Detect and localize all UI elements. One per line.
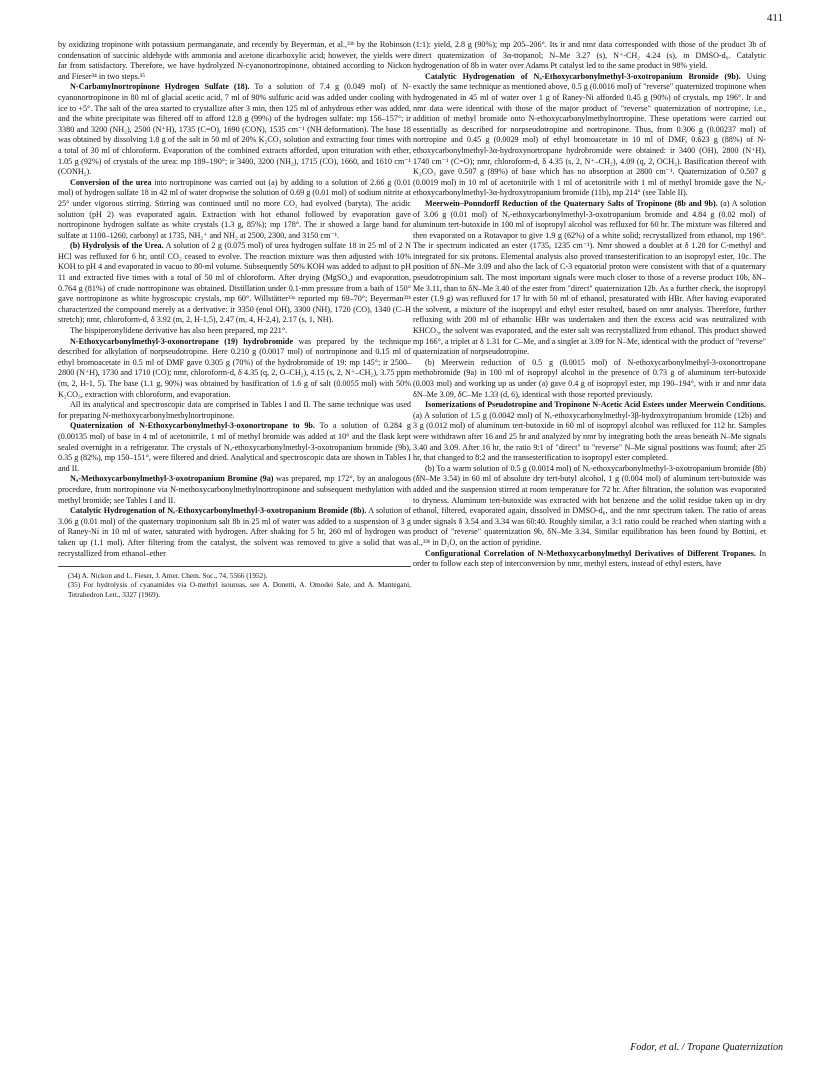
right-column bbox=[413, 40, 766, 570]
running-footer: Fodor, et al. / Tropane Quaternization bbox=[630, 1042, 783, 1053]
paragraph: N-Ethoxycarbonylmethyl-3-oxonortropane (19) hydrobromide was prepared by the technique described for alkylation of norpseudotropine. Here 0.210 g (0.0017 mol) of nortropinone and 0.15 ml of ethyl bromoacetate in 0.5 ml of DMF gave 0.305 g (70%) of the hydrobromide of 19: mp 145°; ir 2500–2800 (N⁺H), 1730 and 1710 (CO); nmr, chloroform-d, δ 4.35 (q, 2, O–CH₂), 4.15 (s, 2, N⁺–CH₂), 3.75 ppm (m, 2, H-1, 5). The base (1.1 g, 90%) was obtained by basification of 1.6 g of salt (0.0055 mol) with 50% K₂CO₃, extraction with chloroform, and evaporation. bbox=[58, 336, 411, 399]
left-column bbox=[58, 40, 411, 599]
section-heading: Catalytic Hydrogenation of Nₐ-Ethoxycarbonylmethyl-3-oxotropanium Bromide (9b). bbox=[425, 71, 741, 81]
footnote: (35) For hydrolysis of cyanamides via O-methyl isoureas, see A. Donetti, A. Omodei Sale, and A. Mantegani, Tetrahedron Lett., 3327 (1969). bbox=[68, 580, 411, 599]
section-heading: Quaternization of N-Ethoxycarbonylmethyl-3-oxonortropane to 9b. bbox=[70, 421, 315, 431]
footnotes bbox=[58, 566, 411, 599]
paragraph: N-Carbamylnortropinone Hydrogen Sulfate (18). To a solution of 7.4 g (0.049 mol) of N-cyanonortropinone in 80 ml of glacial acetic acid, 7 ml of 90% sulfuric acid was added under cooling with ice to +5°. The salt of the urea started to crystallize after 3 min, then 125 ml of anhydrous ether was added, and the white precipitate was filtered off to afford 12.8 g (99%) of the hydrogen sulfate: mp 156–157°; ir 3380 and 3200 (NH₂), 2500 (N⁺H), 1735 (C=O), 1690 (CON), 1535 cm⁻¹ (NH deformation). The base 18 was obtained by dissolving 1.8 g of the salt in 50 ml of 20% K₂CO₃ solution and extracting four times with a total of 30 ml of chloroform. Evaporation of the combined extracts afforded, upon trituration with ether, 1.05 g (92%) of crystals of the urea: mp 189–190°; ir 3400, 3200 (NH₂), 1715 (CO), 1660, and 1610 cm⁻¹ (CONH₂). bbox=[58, 82, 411, 177]
paragraph: (b) To a warm solution of 0.5 g (0.0014 mol) of Nₑ-ethoxycarbonylmethyl-3-oxotropanium bromide (8b) (δN–Me 3.54) in 60 ml of absolute dry tert-butyl alcohol, 1 g (0.004 mol) of aluminum tert-butoxide was added and the suspension stirred at room temperature for 72 hr. After filtration, the solution was evaporated to dryness. Aluminum tert-butoxide was extracted with hot benzene and the solid residue taken up in dry ethanol, filtered, evaporated again, dissolved in DMSO-d₆, and the nmr spectrum taken. The ratio of areas under signals δ 3.54 and 3.34 was 60:40. Roughly similar, a 3:1 ratio could be reached when starting with a product of "reverse" quaternization 9b, δN–Me 3.34. Similar equilibration has been found by Bottini, et al.,³³ᵇ in D₂O, on the action of pyridine. bbox=[413, 463, 766, 547]
paragraph: All its analytical and spectroscopic data are comprised in Tables I and II. The same technique was used for preparing N-methoxycarbonylmethylnortropinone. bbox=[58, 400, 411, 420]
paragraph: Configurational Correlation of N-Methoxycarbonylmethyl Derivatives of Different Tropanes. In order to follow each step of interconversion by nmr, methyl esters, instead of ethyl esters, have bbox=[413, 548, 767, 569]
section-heading: Isomerizations of Pseudotropine and Tropinone N-Acetic Acid Esters under Meerwein Conditions. bbox=[425, 400, 766, 410]
section-heading: (b) Hydrolysis of the Urea. bbox=[70, 241, 164, 251]
section-heading: Conversion of the urea bbox=[70, 177, 152, 187]
paragraph: Quaternization of N-Ethoxycarbonylmethyl-3-oxonortropane to 9b. To a solution of 0.284 g (0.00135 mol) of base in 4 ml of acetonitrile, 1 ml of methyl bromide was added at 10° and the flask kept sealed overnight in a refrigerator. The crystals of Nₐ-ethoxycarbonylmethyl-3-oxotropanium bromide (9b), 0.35 g (82%), mp 150–151°, were filtered and dried. Analytical and spectroscopic data are shown in Tables I and II. bbox=[58, 421, 411, 473]
section-heading: N-Ethoxycarbonylmethyl-3-oxonortropane (19) hydrobromide bbox=[70, 336, 294, 346]
page-number: 411 bbox=[766, 12, 783, 24]
footnote: (34) A. Nickon and L. Fieser, J. Amer. Chem. Soc., 74, 5566 (1952). bbox=[68, 571, 268, 581]
paragraph: (b) Meerwein reduction of 0.5 g (0.0015 mol) of N-ethoxycarbonylmethyl-3-oxonortropane methobromide (9a) in 100 ml of isopropyl alcohol in the presence of 0.73 g of aluminum tert-butoxide (0.003 mol) and working up as under (a) gave 0.4 g of isopropyl ester, mp 190–194°, with ir and nmr data δN–Me 3.09, δC–Me 1.33 (d, 6), identical with those reported previously. bbox=[413, 357, 766, 399]
paragraph: Catalytic Hydrogenation of Nₐ-Ethoxycarbonylmethyl-3-oxotropanium Bromide (9b). Using exactly the same technique as mentioned above, 0.5 g (0.0016 mol) of "reverse" quaternized tropinone when hydrogenated in 45 ml of water over 1 g of Raney-Ni afforded 0.45 g (90%) of crystals, mp 196°. Ir and nmr data were identical with those of the major product of "reverse" quaternization of nortropine, i.e., addition of methyl bromide onto N-ethoxycarbonylmethylnortropine. These operations were carried out essentially as described for norpseudotropine and nortropinone. Thus, from 0.306 g (0.00237 mol) of nortropine and 0.45 g (0.0029 mol) of ethyl bromoacetate in 10 ml of DMF, 0.623 g (88%) of N-ethoxycarbonylmethyl-3α-hydroxynortropane hydrobromide were obtained: ir 3400 (OH), 2800 (N⁺H), 1740 cm⁻¹ (C=O); nmr, chloroform-d, δ 4.35 (s, 2, N⁺–CH₂), 4.09 (q, 2, OCH₂). Basification thereof with K₂CO₃ gave 0.507 g (89%) of base which has no absorption at 2800 cm⁻¹. Quaternization of 0.507 g (0.0019 mol) in 10 ml of acetonitrile with 1 ml of acetonitrile with 1 ml of methyl bromide gave the Nₐ-ethoxycarbonylmethyl-3α-hydroxytropanium bromide (11b), mp 214° (see Table II). bbox=[413, 71, 766, 198]
paragraph: Catalytic Hydrogenation of Nₑ-Ethoxycarbonylmethyl-3-oxotropanium Bromide (8b). A solution of 3.06 g (0.01 mol) of the quaternary tropinonium salt 8b in 25 ml of water was added to a suspension of 3 g of Raney-Ni in 10 ml of water, saturated with hydrogen. After shaking for 5 hr, 260 ml of hydrogen was taken up (1.1 mol). After filtering from the catalyst, the solvent was removed to give a solid that was recrystallized from ethanol–ether bbox=[58, 506, 412, 558]
section-heading: Catalytic Hydrogenation of Nₑ-Ethoxycarbonylmethyl-3-oxotropanium Bromide (8b). bbox=[70, 506, 367, 516]
paragraph: (1:1): yield, 2.8 g (90%); mp 205–206°. Its ir and nmr data corresponded with those of the product 3b of direct quaternization of 3α-tropanol; N–Me 3.27 (s), N⁺-CH₂ 4.24 (s), in DMSO-d₆. Catalytic hydrogenation of 8b in water over Adams Pt catalyst led to the same product in 98% yield. bbox=[413, 40, 766, 71]
paragraph: Meerwein–Ponndorff Reduction of the Quaternary Salts of Tropinone (8b and 9b). (a) A solution of 3.06 g (0.01 mol) of Nₑ-ethoxycarbonylmethyl-3-oxotropanium bromide and 4.84 g (0.02 mol) of aluminum tert-butoxide in 100 ml of isopropyl alcohol was refluxed for 60 hr. The mixture was filtered and then evaporated on a Rotavapor to give 1.9 g (62%) of a white solid; recrystallized from ethanol, mp 196°. The ir spectrum indicated an ester (1735, 1235 cm⁻¹). Nmr showed a doublet at δ 1.28 for C-methyl and integrated for six protons. Elemental analysis also proved transesterification to an isopropyl ester, 10c. The position of δN–Me 3.09 and also the lack of C-3 equatorial proton were consistent with that of a quaternary pseudotropinium salt. The most important signals were much closer to those of a reverse product 10b, δN–Me 3.11, than to δN–Me 3.40 of the ester from "direct" quaternization 12b. As a further check, the isopropyl ester (1.9 g) was refluxed for 17 hr with 50 ml of ethanol, presaturated with HBr. After having evaporated the solvent, a mixture of the isopropyl and ethyl ester resulted, based on nmr analysis. Therefore, further refluxing with 200 ml of ethanolic HBr was undertaken and then the excess acid was neutralized with KHCO₃, the solvent was evaporated, and the ester salt was recrystallized from ethanol. This product showed mp 166°, a triplet at δ 1.31 for C–Me, and a singlet at 3.09 for N–Me, identical with the product of "reverse" quaternization of norpseudotropine. bbox=[413, 198, 767, 357]
paragraph: (b) Hydrolysis of the Urea. A solution of 2 g (0.075 mol) of urea hydrogen sulfate 18 in 25 ml of 2 N HCl was refluxed for 6 hr, until CO₂ ceased to evolve. The reaction mixture was then adjusted with 10% KOH to pH 4 and evaporated in vacuo to 80-ml volume. Subsequently 50% KOH was added to adjust to pH 11 and extracted five times with a total of 50 ml of chloroform. After drying (MgSO₄) and evaporation, 0.764 g (81%) of crude nortropinone was obtained. Distillation under 0.1-mm pressure from a bath of 150° gave nortropinone as white hygroscopic crystals, mp 60°. Willstätter³³ᵃ reported mp 69–70°; Beyerman³³ᵇ characterized the compound merely as a derivative: ir 3350 (enol OH), 3300 (NH), 1720 (CO), 1340 (C–H stretch); nmr, chloroform-d, δ 3.92 (m, 2, H-1,5), 2.47 (m, 4, H-2,4), 2.17 (s, 1, NH). bbox=[58, 241, 411, 325]
paragraph: Isomerizations of Pseudotropine and Tropinone N-Acetic Acid Esters under Meerwein Conditions. (a) A solution of 1.5 g (0.0042 mol) of Nₑ-ethoxycarbonylmethyl-3β-hydroxytropanium bromide (12b) and 3 g (0.012 mol) of aluminum tert-butoxide in 60 ml of isopropyl alcohol was refluxed for 112 hr. Samples were withdrawn after 16 and 25 hr and analyzed by nmr by integrating both the areas beneath N–Me signals 3.40 and 3.09. After 16 hr, the ratio 9:1 of "direct" to "reverse" N–Me signal positions was found; after 25 hr, that changed to 8:2 and the transesterification to isopropyl ester completed. bbox=[413, 400, 766, 463]
section-heading: Meerwein–Ponndorff Reduction of the Quaternary Salts of Tropinone (8b and 9b). bbox=[425, 198, 718, 208]
paragraph: Conversion of the urea into nortropinone was carried out (a) by adding to a solution of 2.66 g (0.01 mol) of hydrogen sulfate 18 in 42 ml of water dropwise the solution of 0.69 g (0.01 mol) of sodium nitrite at 25° under vigorous stirring. Stirring was continued until no more CO₂ had evolved (baryta). The acidic solution (pH 2) was evaporated again. Extraction with hot ethanol followed by evaporation gave nortropinone hydrogen sulfate as white crystals (1.3 g, 85%); mp 178°. The ir showed a large band for sulfate at 1100–1260, carbonyl at 1735, NH₂⁺ and NH₂ at 2500, 2300, and 3150 cm⁻¹. bbox=[58, 177, 411, 240]
section-heading: N-Carbamylnortropinone Hydrogen Sulfate (18). bbox=[70, 82, 250, 92]
paragraph: by oxidizing tropinone with potassium permanganate, and recently by Beyerman, et al.,³³ᵇ by the Robinson condensation of succinic aldehyde with ammonia and acetone dicarboxylic acid; however, the yields were far from satisfactory. Therefore, we have hydrolyzed N-cyanonortropinone, obtained according to Nickon and Fieser³⁴ in two steps.³⁵ bbox=[58, 40, 411, 81]
paragraph: Nₐ-Methoxycarbonylmethyl-3-oxotropanium Bromine (9a) was prepared, mp 172°, by an analogous procedure, from nortropinone via N-methoxycarbonylmethylnortropinone and subsequent methylation with methyl bromide; see Tables I and II. bbox=[58, 474, 411, 505]
paragraph: The bispiperonylidene derivative has also been prepared, mp 221°. bbox=[70, 326, 288, 336]
section-heading: Configurational Correlation of N-Methoxycarbonylmethyl Derivatives of Different Tropanes. bbox=[425, 548, 756, 558]
section-heading: Nₐ-Methoxycarbonylmethyl-3-oxotropanium Bromine (9a) bbox=[70, 474, 274, 484]
